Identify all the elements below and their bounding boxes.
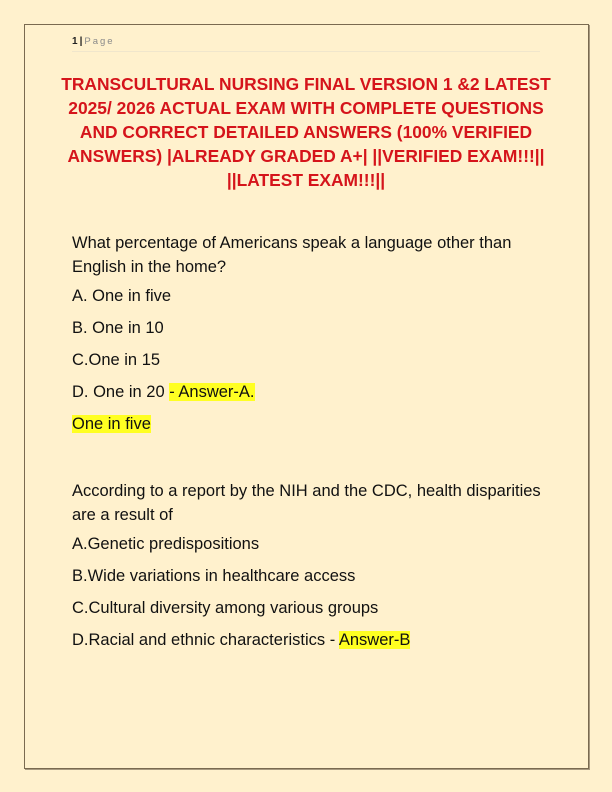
question-stem: According to a report by the NIH and the CDC, health disparities are a result of bbox=[72, 482, 541, 524]
question-1 bbox=[72, 231, 542, 433]
option-d bbox=[72, 631, 410, 650]
option-b: B.Wide variations in healthcare access bbox=[72, 567, 356, 585]
answer-detail-highlight: One in five bbox=[72, 415, 151, 433]
page-header bbox=[72, 36, 540, 52]
question-2 bbox=[72, 479, 542, 649]
answer-detail bbox=[72, 415, 151, 434]
answer-highlight: - Answer-A. bbox=[169, 383, 255, 401]
page-number: 1 bbox=[72, 36, 78, 47]
document-title: TRANSCULTURAL NURSING FINAL VERSION 1 &2 LATEST 2025/ 2026 ACTUAL EXAM WITH COMPLETE QUESTIONS AND CORRECT DETAILED ANSWERS (100% VERIFIED ANSWERS) |ALREADY GRADED A+| ||VERIFIED EXAM!!!|| ||LATEST EXAM!!!|| bbox=[61, 74, 551, 190]
option-b: B. One in 10 bbox=[72, 319, 164, 337]
option-d-text: D.Racial and ethnic characteristics - bbox=[72, 631, 339, 649]
page-separator: | bbox=[79, 36, 83, 47]
option-a: A. One in five bbox=[72, 287, 172, 305]
option-d bbox=[72, 383, 255, 402]
answer-highlight: Answer-B bbox=[338, 631, 411, 649]
option-a: A.Genetic predispositions bbox=[72, 535, 260, 553]
option-c: C.Cultural diversity among various groups bbox=[72, 599, 379, 617]
page-label: Page bbox=[84, 36, 115, 47]
option-c: C.One in 15 bbox=[72, 351, 161, 369]
option-d-text: D. One in 20 bbox=[72, 383, 170, 401]
question-stem: What percentage of Americans speak a language other than English in the home? bbox=[72, 234, 512, 276]
